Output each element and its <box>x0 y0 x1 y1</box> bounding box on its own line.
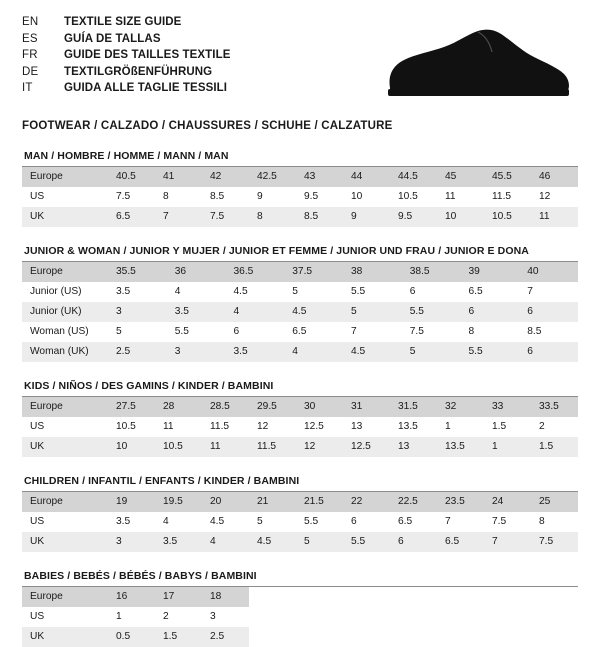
size-cell: 3 <box>108 532 155 552</box>
size-cell: 9.5 <box>296 187 343 207</box>
size-cell: 1 <box>437 417 484 437</box>
size-cell: 7.5 <box>202 207 249 227</box>
size-cell: 38.5 <box>402 262 461 282</box>
size-cell: 42.5 <box>249 167 296 187</box>
table-row <box>22 342 578 362</box>
size-cell: 4.5 <box>202 512 249 532</box>
size-cell: 3.5 <box>155 532 202 552</box>
size-cell: 2 <box>531 417 578 437</box>
size-cell: 37.5 <box>284 262 343 282</box>
row-label: Europe <box>22 262 108 282</box>
size-cell: 11.5 <box>249 437 296 457</box>
group-label: JUNIOR & WOMAN / JUNIOR Y MUJER / JUNIOR ET FEMME / JUNIOR UND FRAU / JUNIOR E DONA <box>24 245 529 257</box>
size-cell: 5 <box>343 302 402 322</box>
size-cell: 27.5 <box>108 397 155 417</box>
size-cell: 6 <box>461 302 520 322</box>
size-cell: 5 <box>108 322 167 342</box>
size-table-body <box>22 167 578 227</box>
page-header <box>22 14 578 106</box>
size-cell-empty <box>484 587 531 607</box>
size-cell: 4.5 <box>284 302 343 322</box>
size-cell: 12.5 <box>343 437 390 457</box>
size-cell: 1.5 <box>531 437 578 457</box>
size-cell: 40 <box>519 262 578 282</box>
size-cell: 10.5 <box>484 207 531 227</box>
size-cell: 22 <box>343 492 390 512</box>
size-cell: 10 <box>343 187 390 207</box>
size-cell: 30 <box>296 397 343 417</box>
size-cell: 35.5 <box>108 262 167 282</box>
size-cell: 11 <box>531 207 578 227</box>
group-label: BABIES / BEBÉS / BÉBÉS / BABYS / BAMBINI <box>24 570 257 582</box>
size-cell-empty <box>249 587 296 607</box>
size-cell: 5 <box>402 342 461 362</box>
size-cell: 40.5 <box>108 167 155 187</box>
size-cell: 7 <box>155 207 202 227</box>
size-cell: 1 <box>484 437 531 457</box>
size-cell: 46 <box>531 167 578 187</box>
size-cell: 2.5 <box>202 627 249 647</box>
row-label: UK <box>22 627 108 647</box>
size-cell: 6 <box>519 302 578 322</box>
size-cell: 5.5 <box>402 302 461 322</box>
row-label: UK <box>22 207 108 227</box>
size-cell-empty <box>390 627 437 647</box>
row-label: UK <box>22 532 108 552</box>
row-label: Europe <box>22 587 108 607</box>
size-cell: 1.5 <box>155 627 202 647</box>
row-label: Woman (UK) <box>22 342 108 362</box>
size-cell-empty <box>343 607 390 627</box>
language-row <box>22 80 231 97</box>
size-cell: 9 <box>249 187 296 207</box>
size-cell: 4.5 <box>249 532 296 552</box>
language-row <box>22 31 231 48</box>
size-cell: 4 <box>155 512 202 532</box>
size-cell: 19.5 <box>155 492 202 512</box>
size-cell: 8 <box>461 322 520 342</box>
size-cell: 3.5 <box>108 512 155 532</box>
size-cell: 6 <box>402 282 461 302</box>
size-cell: 5.5 <box>461 342 520 362</box>
size-cell: 11 <box>202 437 249 457</box>
size-cell-empty <box>390 587 437 607</box>
size-table-body <box>22 587 578 647</box>
language-title: TEXTILGRÖßENFÜHRUNG <box>64 65 213 78</box>
table-row <box>22 532 578 552</box>
size-cell: 3.5 <box>167 302 226 322</box>
size-cell: 36.5 <box>226 262 285 282</box>
size-cell: 44 <box>343 167 390 187</box>
size-cell: 19 <box>108 492 155 512</box>
row-label: Junior (US) <box>22 282 108 302</box>
size-cell: 5 <box>284 282 343 302</box>
size-group-man <box>22 150 578 227</box>
row-label: Europe <box>22 492 108 512</box>
size-cell-empty <box>296 587 343 607</box>
language-title-list <box>22 14 231 97</box>
row-label: Europe <box>22 397 108 417</box>
language-code: DE <box>22 65 39 78</box>
group-label: CHILDREN / INFANTIL / ENFANTS / KINDER / BAMBINI <box>24 475 300 487</box>
size-cell: 7.5 <box>484 512 531 532</box>
size-cell: 2.5 <box>108 342 167 362</box>
row-label: US <box>22 512 108 532</box>
size-group-children <box>22 475 578 552</box>
size-cell: 10 <box>437 207 484 227</box>
table-row <box>22 302 578 322</box>
size-cell: 13 <box>390 437 437 457</box>
size-cell: 12 <box>296 437 343 457</box>
size-cell: 18 <box>202 587 249 607</box>
size-cell: 2 <box>155 607 202 627</box>
size-cell: 17 <box>155 587 202 607</box>
size-table-body <box>22 492 578 552</box>
size-cell: 32 <box>437 397 484 417</box>
size-cell: 42 <box>202 167 249 187</box>
size-cell: 4 <box>167 282 226 302</box>
size-cell: 12 <box>249 417 296 437</box>
size-cell: 6 <box>390 532 437 552</box>
size-cell: 4 <box>202 532 249 552</box>
size-cell: 38 <box>343 262 402 282</box>
size-cell: 3 <box>108 302 167 322</box>
size-cell: 11 <box>155 417 202 437</box>
size-cell: 31 <box>343 397 390 417</box>
size-cell-empty <box>296 627 343 647</box>
table-row <box>22 207 578 227</box>
size-cell: 6 <box>519 342 578 362</box>
language-title: GUIDA ALLE TAGLIE TESSILI <box>64 82 228 94</box>
size-cell: 6.5 <box>461 282 520 302</box>
size-cell: 29.5 <box>249 397 296 417</box>
table-row <box>22 512 578 532</box>
language-code: EN <box>22 16 39 28</box>
size-cell-empty <box>249 607 296 627</box>
size-cell: 5.5 <box>167 322 226 342</box>
size-cell: 3.5 <box>108 282 167 302</box>
language-row <box>22 14 231 31</box>
row-label: Europe <box>22 167 108 187</box>
size-cell: 39 <box>461 262 520 282</box>
size-cell: 45 <box>437 167 484 187</box>
size-cell: 6.5 <box>284 322 343 342</box>
size-cell: 5 <box>296 532 343 552</box>
size-cell: 6.5 <box>390 512 437 532</box>
language-title: GUÍA DE TALLAS <box>64 32 161 45</box>
footwear-section-title: FOOTWEAR / CALZADO / CHAUSSURES / SCHUHE / CALZATURE <box>22 120 393 132</box>
size-cell: 11 <box>437 187 484 207</box>
size-cell: 45.5 <box>484 167 531 187</box>
size-cell: 28.5 <box>202 397 249 417</box>
language-row <box>22 47 231 64</box>
size-cell: 4.5 <box>226 282 285 302</box>
table-row <box>22 322 578 342</box>
size-cell: 0.5 <box>108 627 155 647</box>
size-cell: 5.5 <box>296 512 343 532</box>
size-cell: 23.5 <box>437 492 484 512</box>
group-label: KIDS / NIÑOS / DES GAMINS / KINDER / BAMBINI <box>24 380 274 392</box>
size-cell: 7.5 <box>402 322 461 342</box>
language-code: ES <box>22 32 38 45</box>
size-cell-empty <box>437 587 484 607</box>
size-cell: 10.5 <box>390 187 437 207</box>
size-cell: 7 <box>484 532 531 552</box>
table-row <box>22 587 578 607</box>
size-cell: 10.5 <box>155 437 202 457</box>
table-row <box>22 282 578 302</box>
size-table-babies <box>22 587 578 647</box>
size-cell: 6.5 <box>108 207 155 227</box>
row-label: US <box>22 417 108 437</box>
language-title-list-body <box>22 14 231 97</box>
table-row <box>22 187 578 207</box>
size-cell: 3 <box>202 607 249 627</box>
size-cell: 43 <box>296 167 343 187</box>
language-title: GUIDE DES TAILLES TEXTILE <box>64 49 231 61</box>
size-cell: 20 <box>202 492 249 512</box>
table-row <box>22 607 578 627</box>
size-table-body <box>22 397 578 457</box>
size-cell: 9.5 <box>390 207 437 227</box>
size-cell: 7 <box>519 282 578 302</box>
size-cell: 9 <box>343 207 390 227</box>
table-row <box>22 492 578 512</box>
size-group-junior-woman <box>22 245 578 362</box>
size-cell: 36 <box>167 262 226 282</box>
size-cell: 10.5 <box>108 417 155 437</box>
row-label: UK <box>22 437 108 457</box>
size-cell: 4 <box>226 302 285 322</box>
size-cell: 28 <box>155 397 202 417</box>
size-cell: 5.5 <box>343 532 390 552</box>
language-code: IT <box>22 82 33 94</box>
size-cell: 7 <box>437 512 484 532</box>
size-cell: 44.5 <box>390 167 437 187</box>
size-cell: 8.5 <box>519 322 578 342</box>
size-cell-empty <box>531 587 578 607</box>
size-cell: 8.5 <box>202 187 249 207</box>
size-cell: 8 <box>155 187 202 207</box>
size-cell: 12 <box>531 187 578 207</box>
size-cell: 16 <box>108 587 155 607</box>
table-row <box>22 417 578 437</box>
size-cell: 6.5 <box>437 532 484 552</box>
table-row <box>22 167 578 187</box>
size-cell: 4.5 <box>343 342 402 362</box>
size-table-man <box>22 167 578 227</box>
size-cell: 3.5 <box>226 342 285 362</box>
row-label: Junior (UK) <box>22 302 108 322</box>
size-cell-empty <box>343 627 390 647</box>
row-label: US <box>22 187 108 207</box>
size-cell: 5 <box>249 512 296 532</box>
size-cell-empty <box>531 627 578 647</box>
size-table-junior-woman <box>22 262 578 362</box>
table-row <box>22 627 578 647</box>
size-cell: 5.5 <box>343 282 402 302</box>
table-row <box>22 437 578 457</box>
size-cell: 21 <box>249 492 296 512</box>
size-cell: 13.5 <box>390 417 437 437</box>
size-table-body <box>22 262 578 362</box>
size-cell: 1 <box>108 607 155 627</box>
size-cell: 33.5 <box>531 397 578 417</box>
size-cell-empty <box>249 627 296 647</box>
size-cell-empty <box>296 607 343 627</box>
row-label: Woman (US) <box>22 322 108 342</box>
size-cell: 12.5 <box>296 417 343 437</box>
row-label: US <box>22 607 108 627</box>
size-cell-empty <box>531 607 578 627</box>
size-table-children <box>22 492 578 552</box>
size-cell: 8.5 <box>296 207 343 227</box>
language-row <box>22 64 231 81</box>
size-cell-empty <box>484 607 531 627</box>
size-cell-empty <box>437 607 484 627</box>
size-cell: 11.5 <box>202 417 249 437</box>
dress-shoe-icon <box>382 26 572 106</box>
size-cell: 22.5 <box>390 492 437 512</box>
size-cell: 8 <box>531 512 578 532</box>
size-cell: 13 <box>343 417 390 437</box>
size-group-babies <box>22 570 578 647</box>
table-row <box>22 262 578 282</box>
size-cell-empty <box>390 607 437 627</box>
size-group-kids <box>22 380 578 457</box>
size-cell: 7.5 <box>108 187 155 207</box>
size-cell-empty <box>437 627 484 647</box>
language-code: FR <box>22 49 38 61</box>
size-cell: 6 <box>343 512 390 532</box>
size-cell: 41 <box>155 167 202 187</box>
size-cell: 7.5 <box>531 532 578 552</box>
size-cell: 31.5 <box>390 397 437 417</box>
size-cell: 7 <box>343 322 402 342</box>
size-cell: 10 <box>108 437 155 457</box>
size-table-kids <box>22 397 578 457</box>
size-cell: 21.5 <box>296 492 343 512</box>
size-cell: 8 <box>249 207 296 227</box>
table-row <box>22 397 578 417</box>
size-cell: 1.5 <box>484 417 531 437</box>
group-label: MAN / HOMBRE / HOMME / MANN / MAN <box>24 150 229 162</box>
size-cell: 4 <box>284 342 343 362</box>
size-cell-empty <box>343 587 390 607</box>
size-cell: 33 <box>484 397 531 417</box>
size-cell: 24 <box>484 492 531 512</box>
language-title: TEXTILE SIZE GUIDE <box>64 16 182 28</box>
size-cell-empty <box>484 627 531 647</box>
size-cell: 25 <box>531 492 578 512</box>
size-cell: 13.5 <box>437 437 484 457</box>
size-cell: 6 <box>226 322 285 342</box>
size-cell: 3 <box>167 342 226 362</box>
size-cell: 11.5 <box>484 187 531 207</box>
